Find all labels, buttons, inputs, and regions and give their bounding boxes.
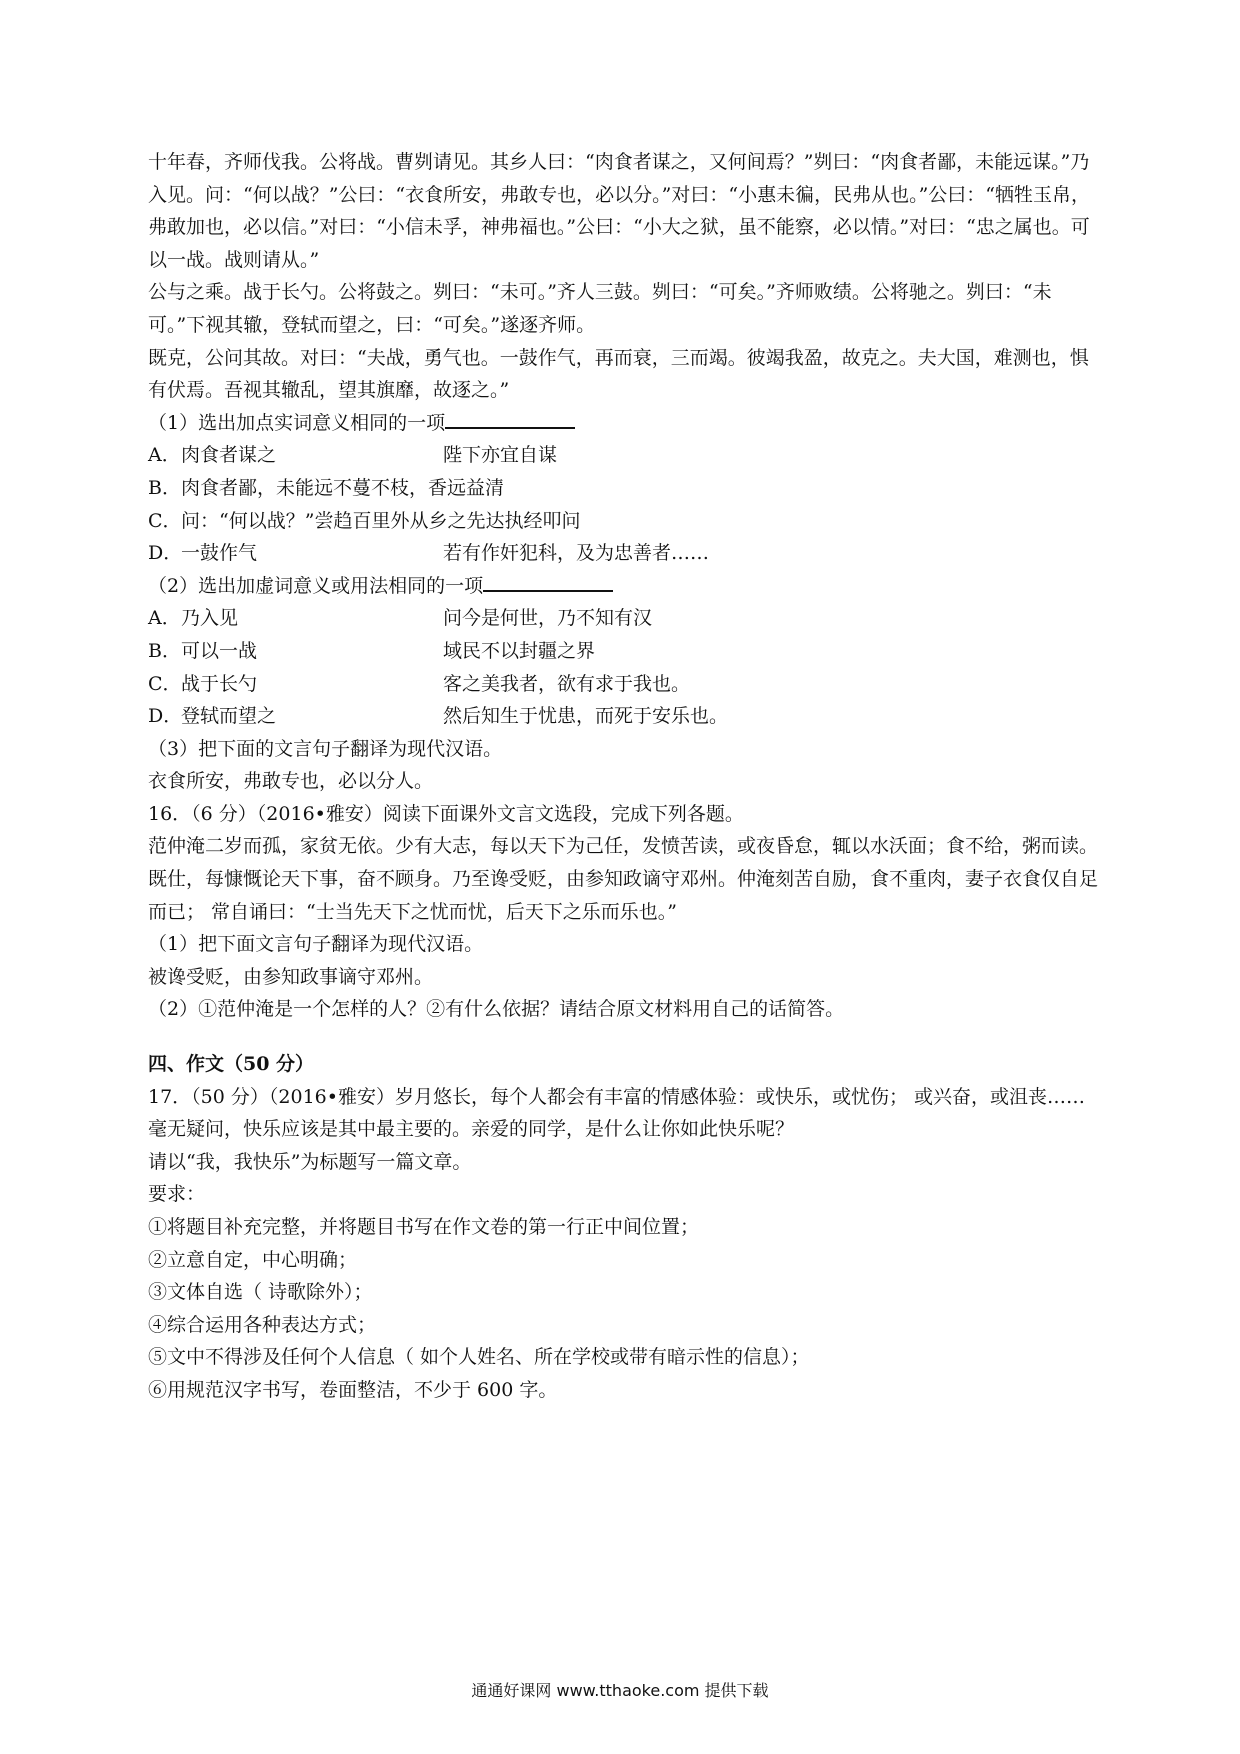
option-label: D． [148,542,183,565]
question-17-text: 17．（50 分）（2016•雅安）岁月悠长，每个人都会有丰富的情感体验：或快乐，或忧伤； 或兴奋，或沮丧……毫无疑问，快乐应该是其中最主要的。亲爱的同学，是什么让你如此快乐呢？ [148,1085,1085,1141]
option-label: C． [148,672,182,695]
requirement-item: ②立意自定，中心明确； [148,1248,358,1271]
section-4-heading: 四、作文（50 分） [148,1053,315,1076]
requirement-item: ①将题目补充完整，并将题目书写在作文卷的第一行正中间位置； [148,1216,700,1238]
question-3-prompt: （3）把下面的文言句子翻译为现代汉语。 [148,737,503,760]
option-label: A． [148,444,181,467]
option-right: 不蔓不枝，香远益清 [333,476,505,499]
option-right: 域民不以封疆之界 [443,639,596,662]
option-left: 乃入见 [181,607,239,630]
question-2-prompt [148,570,1100,603]
question-2-option-a [148,602,1100,635]
option-left: 肉食者鄙，未能远 [181,476,334,499]
option-label: C． [148,509,182,532]
option-left: 肉食者谋之 [181,444,277,467]
requirement-item: ④综合运用各种表达方式； [148,1313,377,1336]
option-left: 一鼓作气 [181,542,258,565]
option-left: 登轼而望之 [181,705,277,728]
requirement-item: ③文体自选（ 诗歌除外）； [148,1281,373,1304]
passage-paragraph: 公与之乘。战于长勺。公将鼓之。刿曰：“未可。”齐人三鼓。刿曰：“可矣。”齐师败绩。公将驰之。刿曰：“未可。”下视其辙，登轼而望之，曰：“可矣。”遂逐齐师。 [148,281,1052,336]
question-16-passage: 范仲淹二岁而孤，家贫无依。少有大志，每以天下为己任，发愤苦读，或夜昏怠，辄以水沃面；食不给，粥而读。既仕，每慷慨论天下事，奋不顾身。乃至谗受贬，由参知政谪守邓州。仲淹刻苦自励，食不重肉，妻子衣食仅自足而已； 常自诵曰：“士当先天下之忧而忧，后天下之乐而乐也。” [148,835,1099,923]
option-right: 若有作奸犯科，及为忠善者…… [443,542,710,565]
document-content [148,146,1100,1407]
question-1-text: （1）选出加点实词意义相同的一项 [148,411,446,434]
requirement-item: ⑤文中不得涉及任何个人信息（ 如个人姓名、所在学校或带有暗示性的信息）； [148,1346,810,1369]
question-16-sub2: （2）①范仲淹是一个怎样的人？②有什么依据？请结合原文材料用自己的话简答。 [148,998,845,1021]
question-1-option-c [148,505,1100,538]
option-right: 客之美我者，欲有求于我也。 [443,672,691,695]
passage-paragraph: 既克，公问其故。对曰：“夫战，勇气也。一鼓作气，再而衰，三而竭。彼竭我盈，故克之。夫大国，难测也，惧有伏焉。吾视其辙乱，望其旗靡，故逐之。” [148,346,1089,402]
page-footer: 通通好课网 www.tthaoke.com 提供下载 [471,1681,769,1700]
option-right: 尝趋百里外从乡之先达执经叩问 [314,509,581,532]
question-1-option-a [148,439,1100,472]
requirement-item: ⑥用规范汉字书写，卷面整洁，不少于 600 字。 [148,1378,558,1401]
question-2-option-b [148,635,1100,668]
question-1-option-d [148,537,1100,570]
section-gap [148,1026,1100,1048]
question-16-sub1-sentence: 被谗受贬，由参知政事谪守邓州。 [148,965,434,988]
option-right: 然后知生于忧患，而死于安乐也。 [443,705,729,728]
option-left: 问：“何以战？” [181,509,315,532]
question-1-option-b [148,472,1100,505]
question-2-text: （2）选出加虚词意义或用法相同的一项 [148,574,484,597]
option-label: D． [148,705,183,728]
option-label: B． [148,639,181,662]
answer-blank[interactable] [445,407,575,429]
passage-paragraph: 十年春，齐师伐我。公将战。曹刿请见。其乡人曰：“肉食者谋之，又何间焉？”刿曰：“肉食者鄙，未能远谋。”乃入见。问：“何以战？”公曰：“衣食所安，弗敢专也，必以分。”对曰：“小惠未徧，民弗从也。”公曰：“牺牲玉帛，弗敢加也，必以信。”对曰：“小信未孚，神弗福也。”公曰：“小大之狱，虽不能察，必以情。”对曰：“忠之属也。可以一战。战则请从。” [148,151,1090,271]
requirements-label: 要求： [148,1183,206,1206]
question-1-prompt [148,407,1100,440]
question-3-sentence: 衣食所安，弗敢专也，必以分人。 [148,770,434,793]
option-label: A． [148,607,181,630]
question-17-instruction: 请以“我，我快乐”为标题写一篇文章。 [148,1150,472,1173]
question-16-sub1: （1）把下面文言句子翻译为现代汉语。 [148,933,484,956]
question-2-option-c [148,668,1100,701]
option-label: B． [148,476,181,499]
question-16-title: 16．（6 分）（2016•雅安）阅读下面课外文言文选段，完成下列各题。 [148,802,744,825]
option-left: 战于长勺 [181,672,258,695]
question-2-option-d [148,700,1100,733]
option-right: 陛下亦宜自谋 [443,444,558,467]
option-right: 问今是何世，乃不知有汉 [443,607,653,630]
answer-blank[interactable] [483,570,613,592]
option-left: 可以一战 [181,639,258,662]
